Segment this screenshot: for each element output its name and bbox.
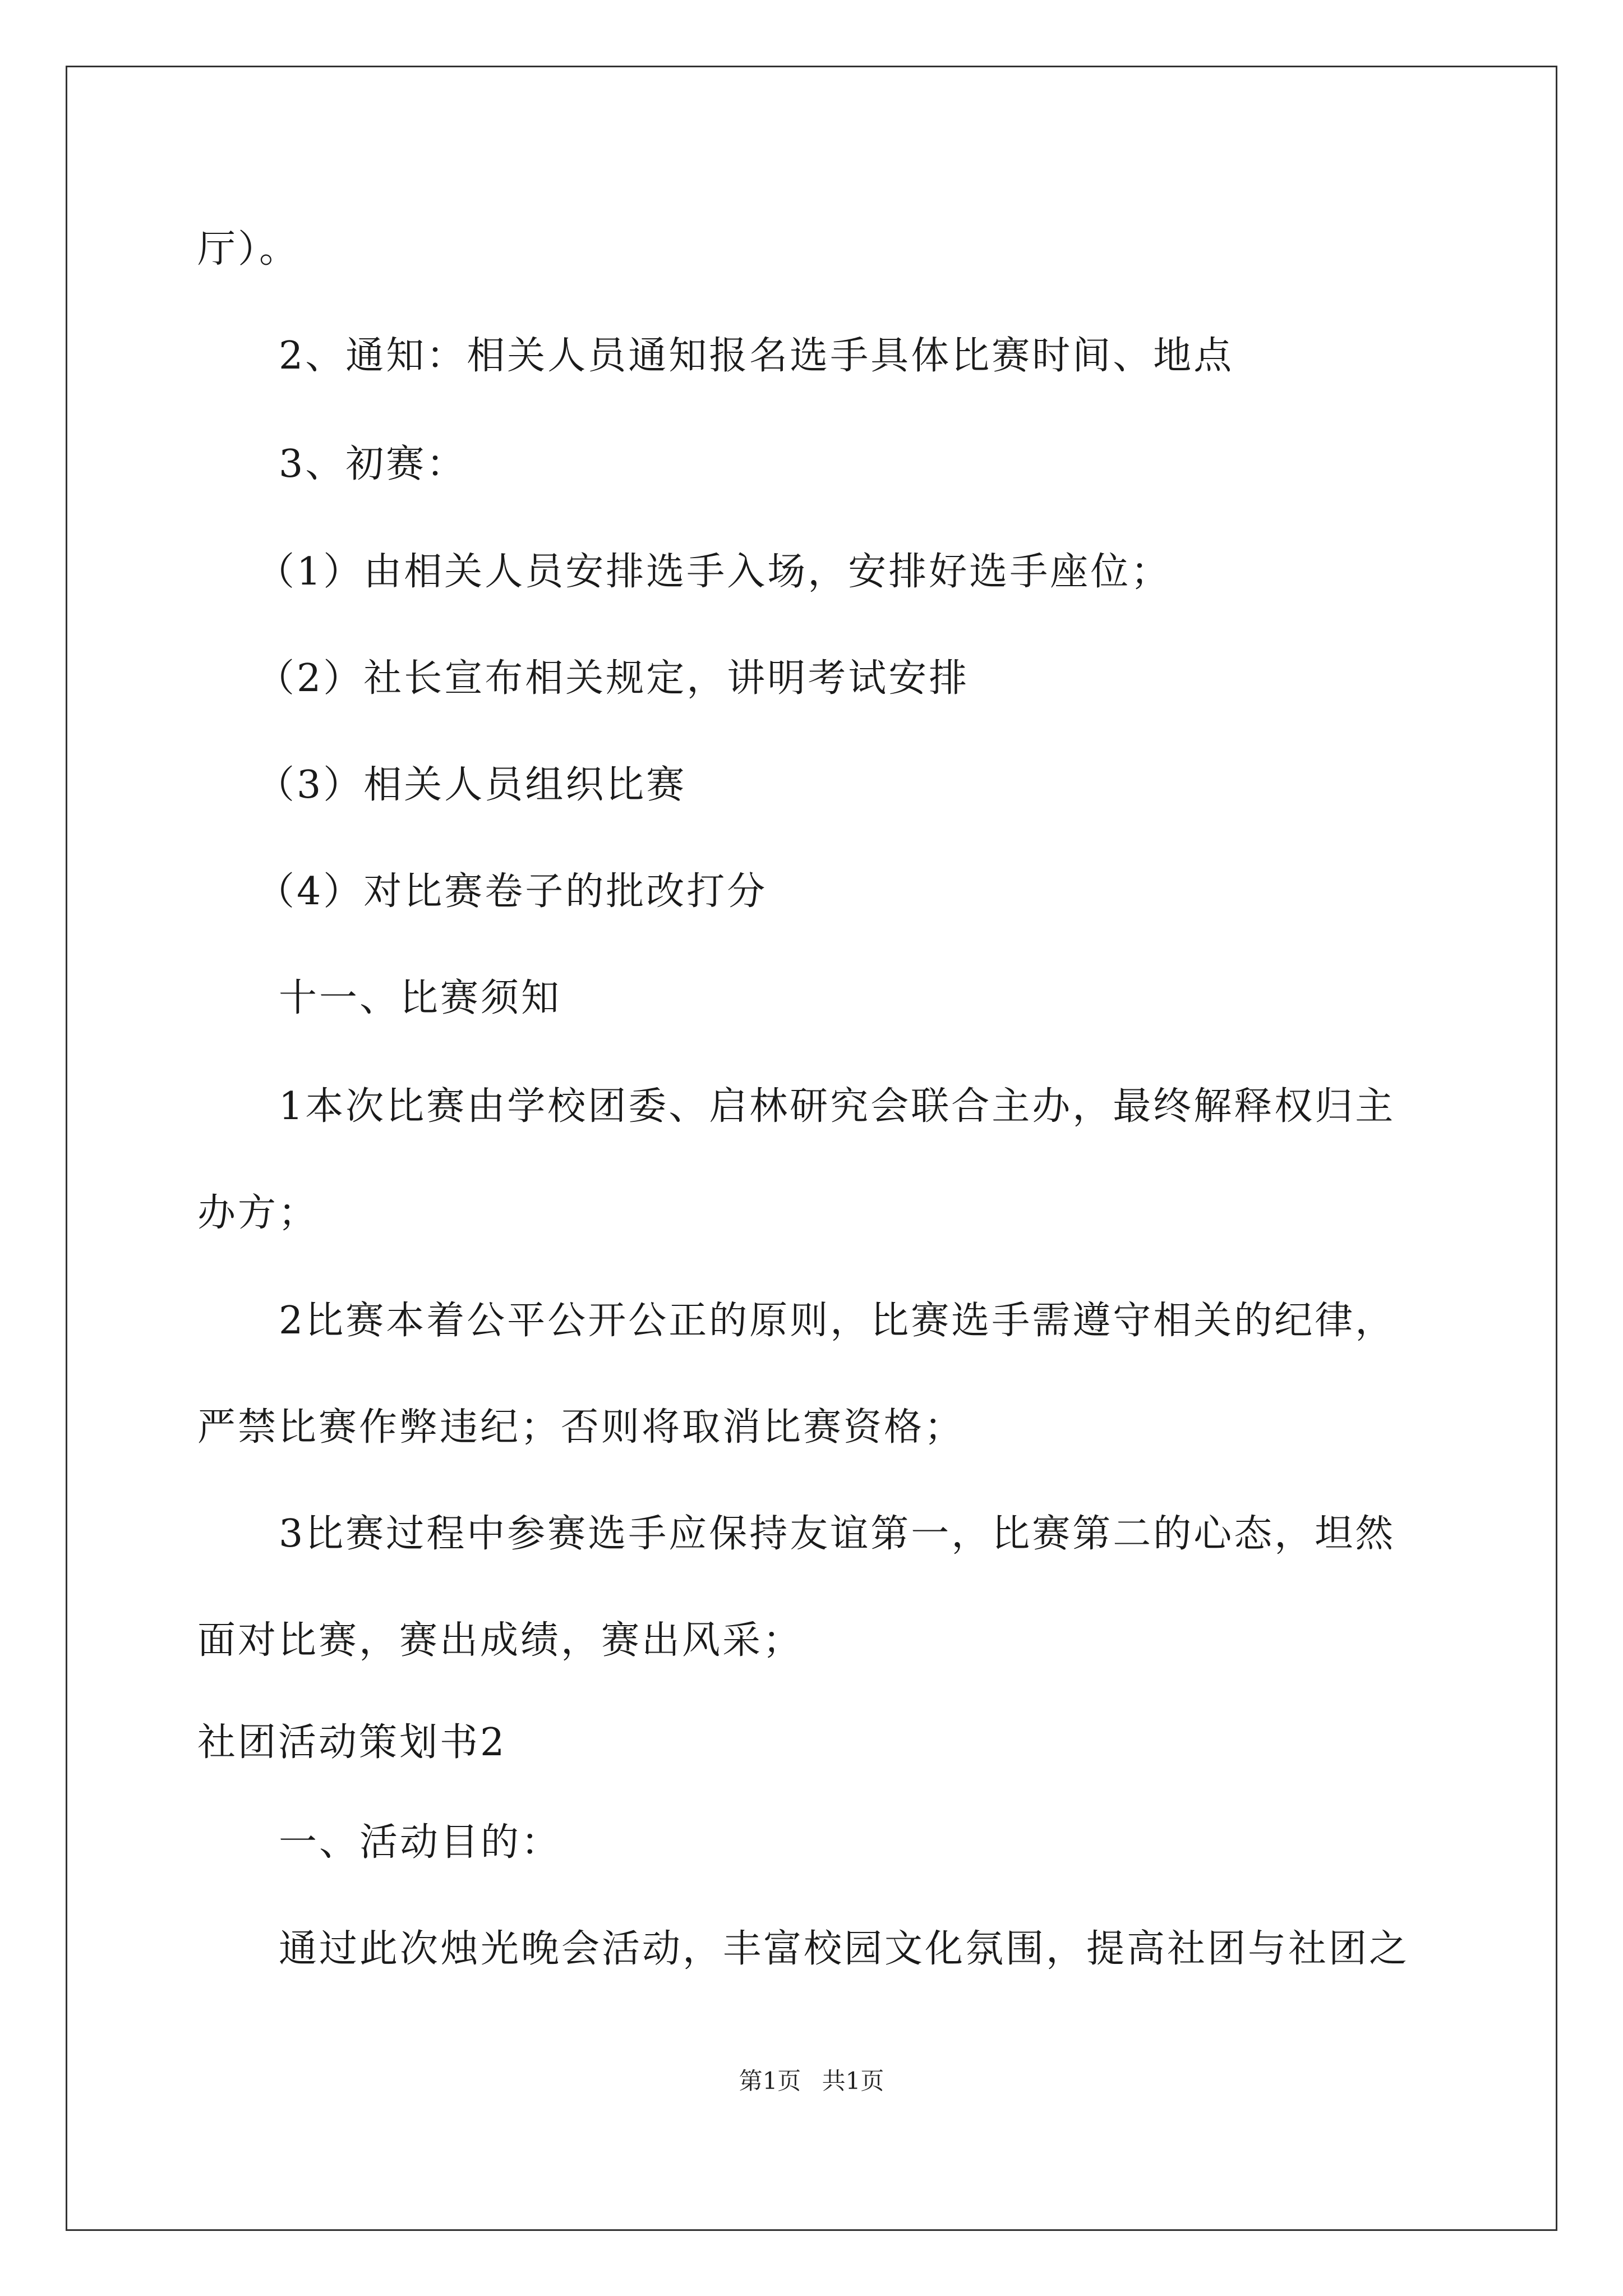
text-line: （1）由相关人员安排选手入场，安排好选手座位； (256, 550, 1172, 594)
section-heading: 十一、比赛须知 (279, 976, 562, 1020)
text-line: 面对比赛，赛出成绩，赛出风采； (197, 1618, 804, 1663)
document-title: 社团活动策划书2 (197, 1720, 507, 1765)
text-line: 厅）。 (197, 227, 300, 272)
text-line: 通过此次烛光晚会活动，丰富校园文化氛围，提高社团与社团之 (279, 1927, 1410, 1971)
text-line: （3）相关人员组织比赛 (256, 763, 687, 807)
section-heading: 一、活动目的： (279, 1820, 562, 1865)
page-footer (0, 2064, 1623, 2098)
text-line: （2）社长宣布相关规定，讲明考试安排 (256, 656, 970, 701)
text-line: 2比赛本着公平公开公正的原则，比赛选手需遵守相关的纪律， (279, 1299, 1396, 1343)
page-total: 共1页 (822, 2067, 884, 2095)
text-line: 1本次比赛由学校团委、启林研究会联合主办，最终解释权归主 (279, 1084, 1396, 1129)
page-number: 第1页 (739, 2067, 801, 2095)
text-line: 3、初赛： (279, 442, 467, 486)
page-border (66, 66, 1557, 2231)
text-line: 严禁比赛作弊违纪；否则将取消比赛资格； (197, 1405, 965, 1450)
text-line: （4）对比赛卷子的批改打分 (256, 869, 768, 914)
text-line: 办方； (197, 1191, 319, 1235)
text-line: 3比赛过程中参赛选手应保持友谊第一，比赛第二的心态，坦然 (279, 1512, 1396, 1556)
text-line: 2、通知：相关人员通知报名选手具体比赛时间、地点 (279, 334, 1234, 378)
